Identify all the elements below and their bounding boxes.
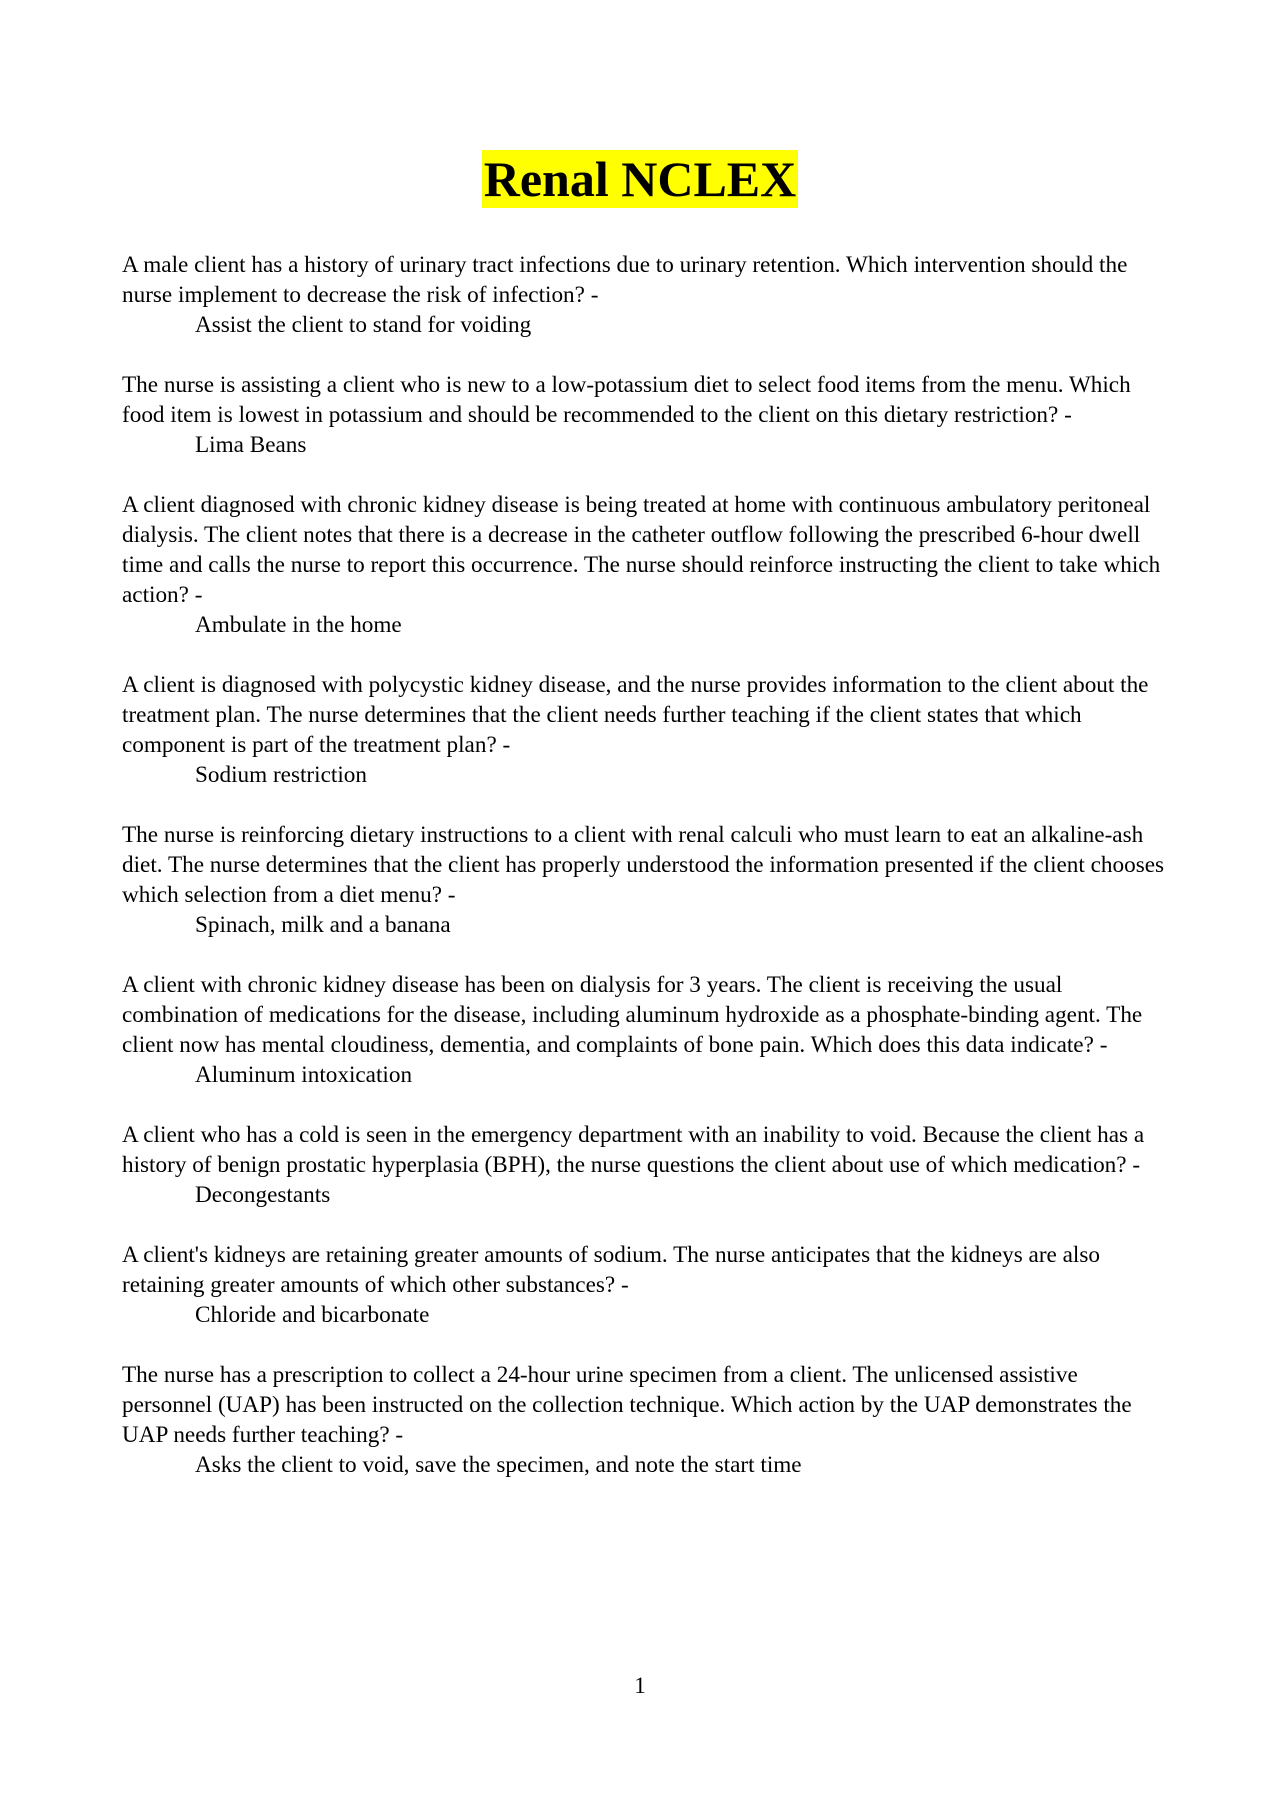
question-text: A client who has a cold is seen in the emergency department with an inability to void. Because the client has a history of benign prostatic hyperplasia (BPH), the nurse questions the client about use of which medication? - (122, 1122, 1145, 1178)
question-text: A client is diagnosed with polycystic kidney disease, and the nurse provides information to the client about the treatment plan. The nurse determines that the client needs further teaching if the client states that which component is part of the treatment plan? - (122, 672, 1149, 758)
qa-item (122, 970, 1172, 1090)
question-text: The nurse is assisting a client who is new to a low-potassium diet to select food items from the menu. Which food item is lowest in potassium and should be recommended to the client on this dietary restriction? - (122, 372, 1131, 428)
question-text: The nurse has a prescription to collect a 24-hour urine specimen from a client. The unlicensed assistive personnel (UAP) has been instructed on the collection technique. Which action by the UAP demonstrates the UAP needs further teaching? - (122, 1362, 1132, 1448)
answer-text: Lima Beans (195, 432, 307, 458)
page-number: 1 (634, 1673, 646, 1698)
question-text: A client diagnosed with chronic kidney disease is being treated at home with continuous ambulatory peritoneal dialysis. The client notes that there is a decrease in the catheter outflow following the prescribed 6-hour dwell time and calls the nurse to report this occurrence. The nurse should reinforce instructing the client to take which action? - (122, 492, 1161, 608)
qa-item (122, 670, 1172, 790)
answer-text: Chloride and bicarbonate (195, 1302, 430, 1328)
qa-item (122, 1120, 1172, 1210)
question-text: A client's kidneys are retaining greater amounts of sodium. The nurse anticipates that the kidneys are also retaining greater amounts of which other substances? - (122, 1242, 1100, 1298)
qa-item (122, 820, 1172, 940)
answer-text: Aluminum intoxication (195, 1062, 413, 1088)
answer-text: Asks the client to void, save the specimen, and note the start time (195, 1452, 802, 1478)
qa-item (122, 250, 1172, 340)
answer-text: Spinach, milk and a banana (195, 912, 451, 938)
title-container (0, 150, 1280, 208)
answer-text: Decongestants (195, 1182, 331, 1208)
answer-text: Sodium restriction (195, 762, 367, 788)
qa-item (122, 370, 1172, 460)
answer-text: Ambulate in the home (195, 612, 402, 638)
qa-item (122, 490, 1172, 640)
page-title: Renal NCLEX (483, 151, 797, 207)
qa-item (122, 1240, 1172, 1330)
question-text: A male client has a history of urinary tract infections due to urinary retention. Which intervention should the nurse implement to decrease the risk of infection? - (122, 252, 1128, 308)
qa-item (122, 1360, 1172, 1480)
answer-text: Assist the client to stand for voiding (195, 312, 532, 338)
question-text: The nurse is reinforcing dietary instructions to a client with renal calculi who must learn to eat an alkaline-ash diet. The nurse determines that the client has properly understood the information presented if the client chooses which selection from a diet menu? - (122, 822, 1165, 908)
question-text: A client with chronic kidney disease has been on dialysis for 3 years. The client is receiving the usual combination of medications for the disease, including aluminum hydroxide as a phosphate-binding agent. The client now has mental cloudiness, dementia, and complaints of bone pain. Which does this data indicate? - (122, 972, 1143, 1058)
qa-list (122, 250, 1172, 1510)
